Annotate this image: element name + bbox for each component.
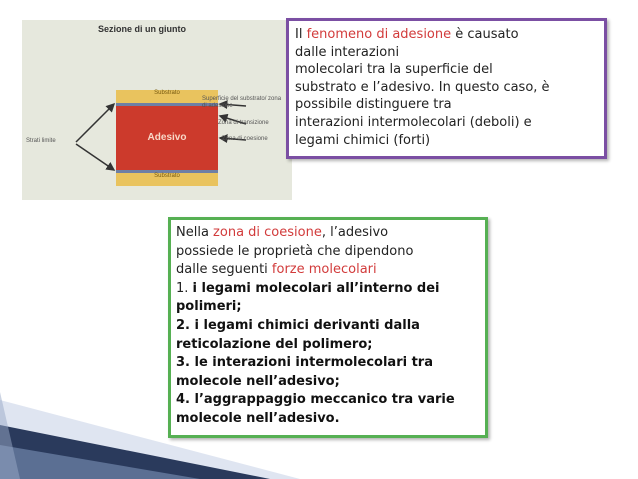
list-number: 1.: [176, 280, 193, 296]
boundary-layers-label: Strati limite: [26, 138, 56, 144]
cohesion-zone-label: Zona di coesione: [222, 136, 268, 142]
text-line: legami chimici (forti): [295, 132, 431, 148]
joint-section-figure: [22, 20, 292, 200]
list-text: i legami molecolari all’interno dei: [192, 280, 440, 296]
substrate-bottom-label: Substrato: [154, 173, 180, 179]
text-line: interazioni intermolecolari (deboli) e: [295, 114, 532, 130]
list-item-continuation: molecole nell’adesivo.: [176, 410, 340, 426]
text-line: [176, 261, 480, 280]
adhesive-layer: [116, 106, 218, 170]
text-segment: , l’adesivo: [321, 225, 389, 240]
adhesion-description-box: [286, 18, 607, 159]
text-line: possiede le proprietà che dipendono: [176, 243, 414, 259]
list-item: 2. i legami chimici derivanti dalla: [176, 317, 420, 333]
text-line: [176, 224, 480, 243]
text-line: possibile distinguere tra: [295, 97, 452, 113]
cohesion-forces-box: [168, 217, 488, 438]
text-segment: è causato: [451, 27, 519, 42]
list-item: 3. le interazioni intermolecolari tra: [176, 355, 433, 371]
text-segment: dalle seguenti: [176, 262, 272, 278]
list-item: 4. l’aggrappaggio meccanico tra varie: [176, 392, 455, 408]
list-item-continuation: reticolazione del polimero;: [176, 336, 373, 352]
text-line: dalle interazioni: [295, 44, 400, 60]
adhesive-label: Adesivo: [147, 132, 187, 143]
substrate-top-label: Substrato: [154, 90, 180, 96]
figure-title: Sezione di un giunto: [98, 24, 186, 34]
adhesion-zone-label: Superficie del substrato/ zona di adesione: [202, 96, 282, 109]
text-segment: Nella: [176, 225, 214, 240]
text-segment: Il: [295, 27, 307, 42]
list-item: [176, 280, 480, 299]
highlight-molecular-forces: forze molecolari: [271, 262, 377, 278]
highlight-adhesion-phenomenon: fenomeno di adesione: [306, 27, 452, 42]
highlight-cohesion-zone: zona di coesione: [213, 225, 322, 240]
transition-zone-label: Zona di transizione: [218, 120, 269, 126]
text-line: molecolari tra la superficie del: [295, 62, 493, 78]
text-line: [295, 26, 598, 44]
text-line: substrato e l’adesivo. In questo caso, è: [295, 79, 550, 95]
list-item-continuation: molecole nell’adesivo;: [176, 373, 340, 389]
substrate-bottom-layer: [116, 173, 218, 186]
list-item-continuation: polimeri;: [176, 299, 242, 315]
